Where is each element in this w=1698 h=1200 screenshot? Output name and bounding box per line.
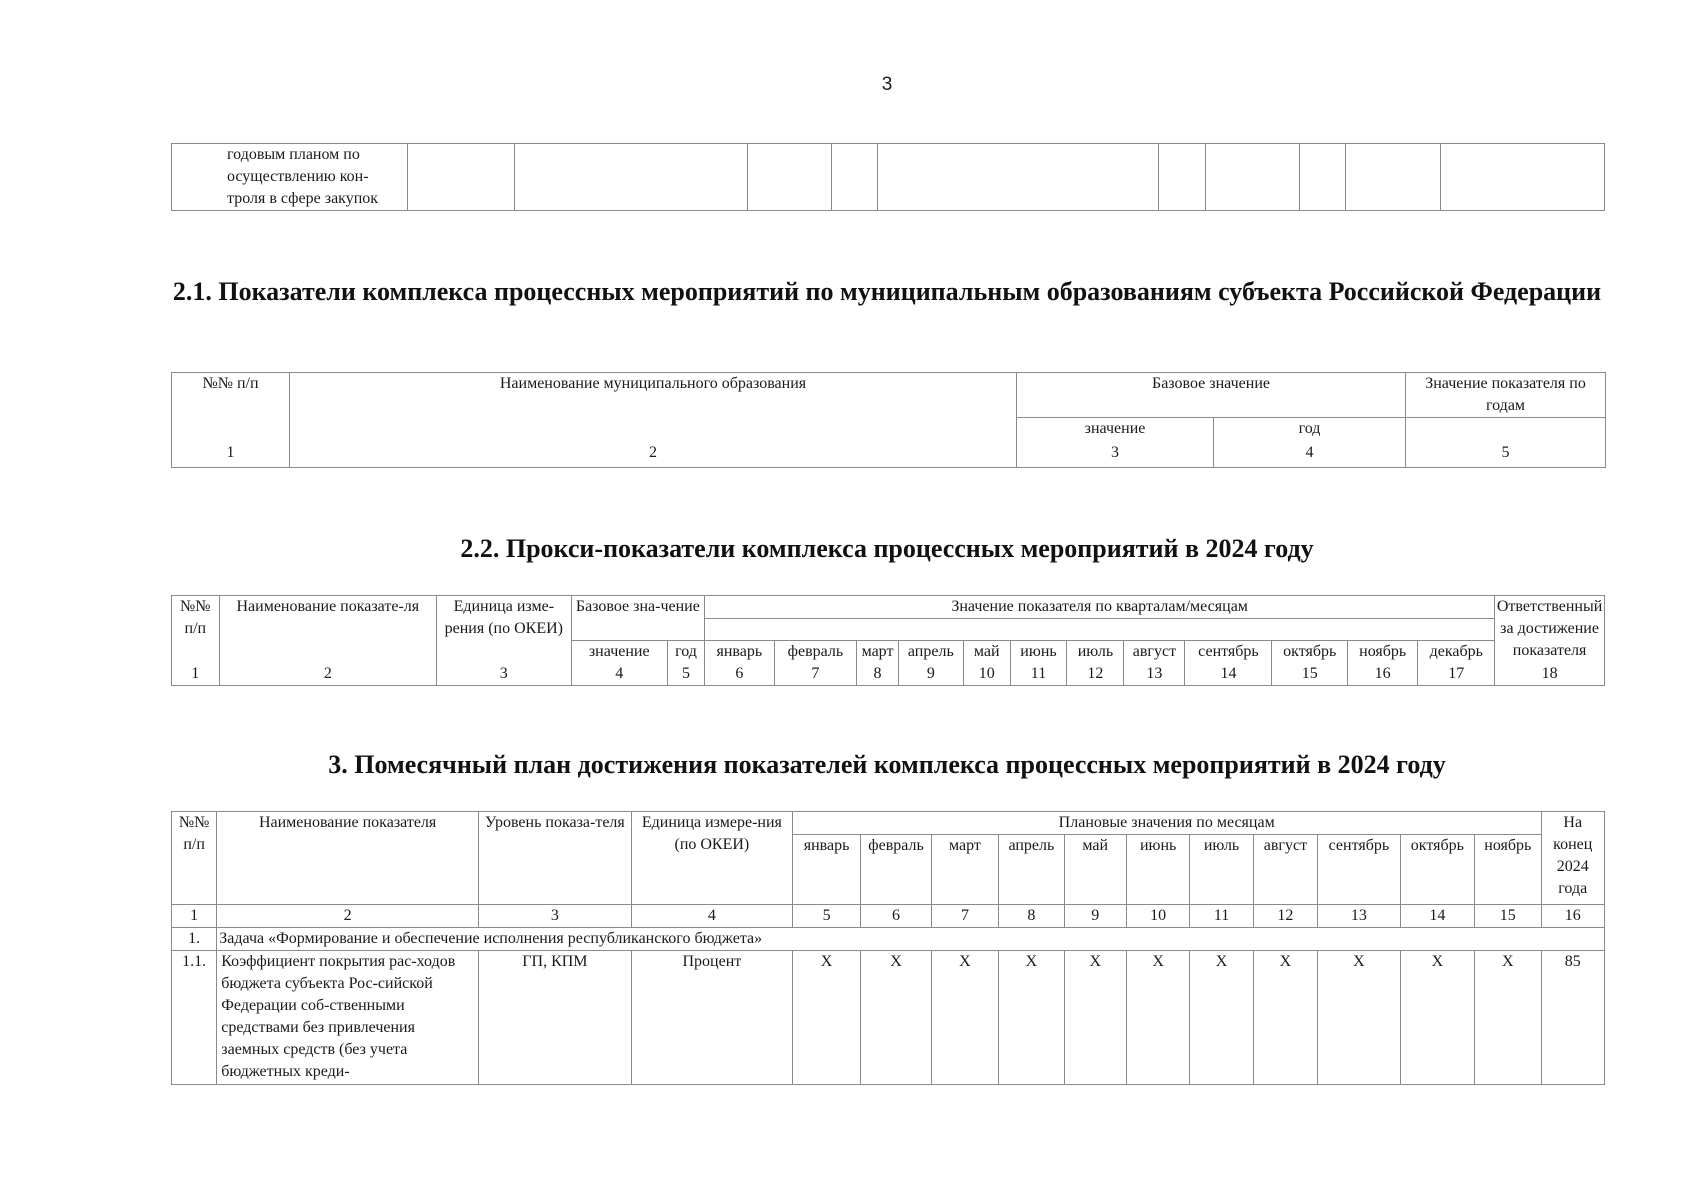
table-header-row <box>172 641 1605 664</box>
column-number: 13 <box>1318 905 1401 928</box>
column-number: 17 <box>1418 663 1495 686</box>
task-number: 1. <box>172 928 217 951</box>
column-number: 12 <box>1067 663 1124 686</box>
header-monthly-plan: Плановые значения по месяцам <box>792 812 1541 835</box>
page-number: 3 <box>881 74 893 95</box>
task-row <box>172 928 1605 951</box>
month-value: X <box>1126 951 1189 1085</box>
column-number: 2 <box>217 905 479 928</box>
column-number: 5 <box>667 663 704 686</box>
column-number: 1 <box>172 663 220 686</box>
table-row <box>172 951 1605 1085</box>
month-header: январь <box>705 641 774 664</box>
column-number: 9 <box>898 663 963 686</box>
header-indicator-name: Наименование показателя <box>217 812 479 905</box>
column-number: 7 <box>931 905 998 928</box>
header-base-value-year: год <box>667 641 704 664</box>
month-value: X <box>861 951 931 1085</box>
column-number-row <box>172 663 1605 686</box>
month-value: X <box>1400 951 1474 1085</box>
column-number: 18 <box>1495 663 1605 686</box>
column-number: 7 <box>774 663 857 686</box>
column-number: 15 <box>1272 663 1348 686</box>
month-header: июль <box>1067 641 1124 664</box>
column-number: 1 <box>172 905 217 928</box>
monthly-plan-table <box>171 811 1605 1085</box>
header-indicator-level: Уровень показа-теля <box>478 812 631 905</box>
column-number: 4 <box>1214 442 1406 468</box>
column-number: 6 <box>861 905 931 928</box>
column-number: 8 <box>857 663 898 686</box>
header-number: №№ п/п <box>172 373 290 418</box>
column-number: 14 <box>1400 905 1474 928</box>
column-number: 11 <box>1190 905 1253 928</box>
month-header: май <box>1064 835 1126 905</box>
column-number: 12 <box>1253 905 1317 928</box>
table-header-row <box>172 373 1606 418</box>
column-number: 2 <box>219 663 436 686</box>
header-base-value-value: значение <box>571 641 667 664</box>
column-number: 9 <box>1064 905 1126 928</box>
month-header: август <box>1253 835 1317 905</box>
month-header: март <box>857 641 898 664</box>
column-number: 2 <box>290 442 1017 468</box>
column-number: 16 <box>1347 663 1417 686</box>
header-number: №№ п/п <box>172 596 220 641</box>
municipal-indicators-table <box>171 372 1606 468</box>
month-value: X <box>999 951 1064 1085</box>
column-number: 5 <box>1406 442 1606 468</box>
continuation-text: годовым планом по осуществлению кон-троля в сфере закупок <box>172 144 408 211</box>
month-header: июль <box>1190 835 1253 905</box>
month-value: X <box>1190 951 1253 1085</box>
month-header: апрель <box>999 835 1064 905</box>
column-number: 10 <box>963 663 1010 686</box>
table-header-row <box>172 812 1605 835</box>
column-number: 16 <box>1541 905 1605 928</box>
month-header: март <box>931 835 998 905</box>
column-number: 3 <box>437 663 572 686</box>
month-header: ноябрь <box>1475 835 1541 905</box>
header-values-by-quarter-month: Значение показателя по кварталам/месяцам <box>705 596 1495 619</box>
month-header: октябрь <box>1272 641 1348 664</box>
month-header: июнь <box>1126 835 1189 905</box>
column-number: 14 <box>1185 663 1272 686</box>
column-number: 6 <box>705 663 774 686</box>
month-value: X <box>1475 951 1541 1085</box>
row-number: 1.1. <box>172 951 217 1085</box>
month-header: август <box>1124 641 1185 664</box>
header-base-value-value: значение <box>1017 418 1214 442</box>
month-value: X <box>1253 951 1317 1085</box>
table-header-row <box>172 418 1606 442</box>
month-value: X <box>1318 951 1401 1085</box>
column-number: 8 <box>999 905 1064 928</box>
column-number: 10 <box>1126 905 1189 928</box>
column-number-row <box>172 442 1606 468</box>
header-responsible: Ответственный за достижение показателя <box>1495 596 1605 664</box>
indicator-unit: Процент <box>631 951 792 1085</box>
task-text: Задача «Формирование и обеспечение исполнения республиканского бюджета» <box>217 928 1605 951</box>
header-end-of-year: На конец 2024 года <box>1541 812 1605 905</box>
month-value: X <box>792 951 860 1085</box>
month-value: X <box>931 951 998 1085</box>
header-indicator-name: Наименование показате-ля <box>219 596 436 641</box>
month-header: октябрь <box>1400 835 1474 905</box>
column-number: 11 <box>1010 663 1067 686</box>
header-base-value: Базовое значение <box>1017 373 1406 418</box>
month-header: декабрь <box>1418 641 1495 664</box>
month-header: февраль <box>774 641 857 664</box>
table-row <box>172 144 1605 211</box>
column-number: 3 <box>478 905 631 928</box>
indicator-name: Коэффициент покрытия рас-ходов бюджета субъекта Рос-сийской Федерации соб-ственными средствами без привлечения заемных средств (без учета бюджетных креди- <box>217 951 479 1085</box>
indicator-level: ГП, КПМ <box>478 951 631 1085</box>
column-number: 3 <box>1017 442 1214 468</box>
column-number: 4 <box>631 905 792 928</box>
month-header: май <box>963 641 1010 664</box>
header-number: №№ п/п <box>172 812 217 905</box>
proxy-indicators-table <box>171 595 1605 686</box>
month-header: январь <box>792 835 860 905</box>
column-number: 5 <box>792 905 860 928</box>
month-header: сентябрь <box>1185 641 1272 664</box>
header-base-value-year: год <box>1214 418 1406 442</box>
month-header: февраль <box>861 835 931 905</box>
section-2-1-title: 2.1. Показатели комплекса процессных мероприятий по муниципальным образованиям субъекта Российской Федерации <box>172 277 1602 306</box>
month-header: апрель <box>898 641 963 664</box>
month-header: сентябрь <box>1318 835 1401 905</box>
column-number: 15 <box>1475 905 1541 928</box>
header-unit: Единица измере-ния (по ОКЕИ) <box>631 812 792 905</box>
end-of-year-value: 85 <box>1541 951 1605 1085</box>
table-header-row <box>172 596 1605 619</box>
month-header: ноябрь <box>1347 641 1417 664</box>
column-number: 1 <box>172 442 290 468</box>
header-unit: Единица изме-рения (по ОКЕИ) <box>437 596 572 664</box>
column-number: 13 <box>1124 663 1185 686</box>
continuation-table <box>171 143 1605 211</box>
section-2-2-title: 2.2. Прокси-показатели комплекса процессных мероприятий в 2024 году <box>460 534 1314 563</box>
section-3-title: 3. Помесячный план достижения показателей комплекса процессных мероприятий в 2024 году <box>328 750 1446 779</box>
header-municipality-name: Наименование муниципального образования <box>290 373 1017 418</box>
header-values-by-year: Значение показателя по годам <box>1406 373 1606 418</box>
month-value: X <box>1064 951 1126 1085</box>
column-number: 4 <box>571 663 667 686</box>
header-base-value: Базовое зна-чение <box>571 596 705 641</box>
month-header: июнь <box>1010 641 1067 664</box>
column-number-row <box>172 905 1605 928</box>
